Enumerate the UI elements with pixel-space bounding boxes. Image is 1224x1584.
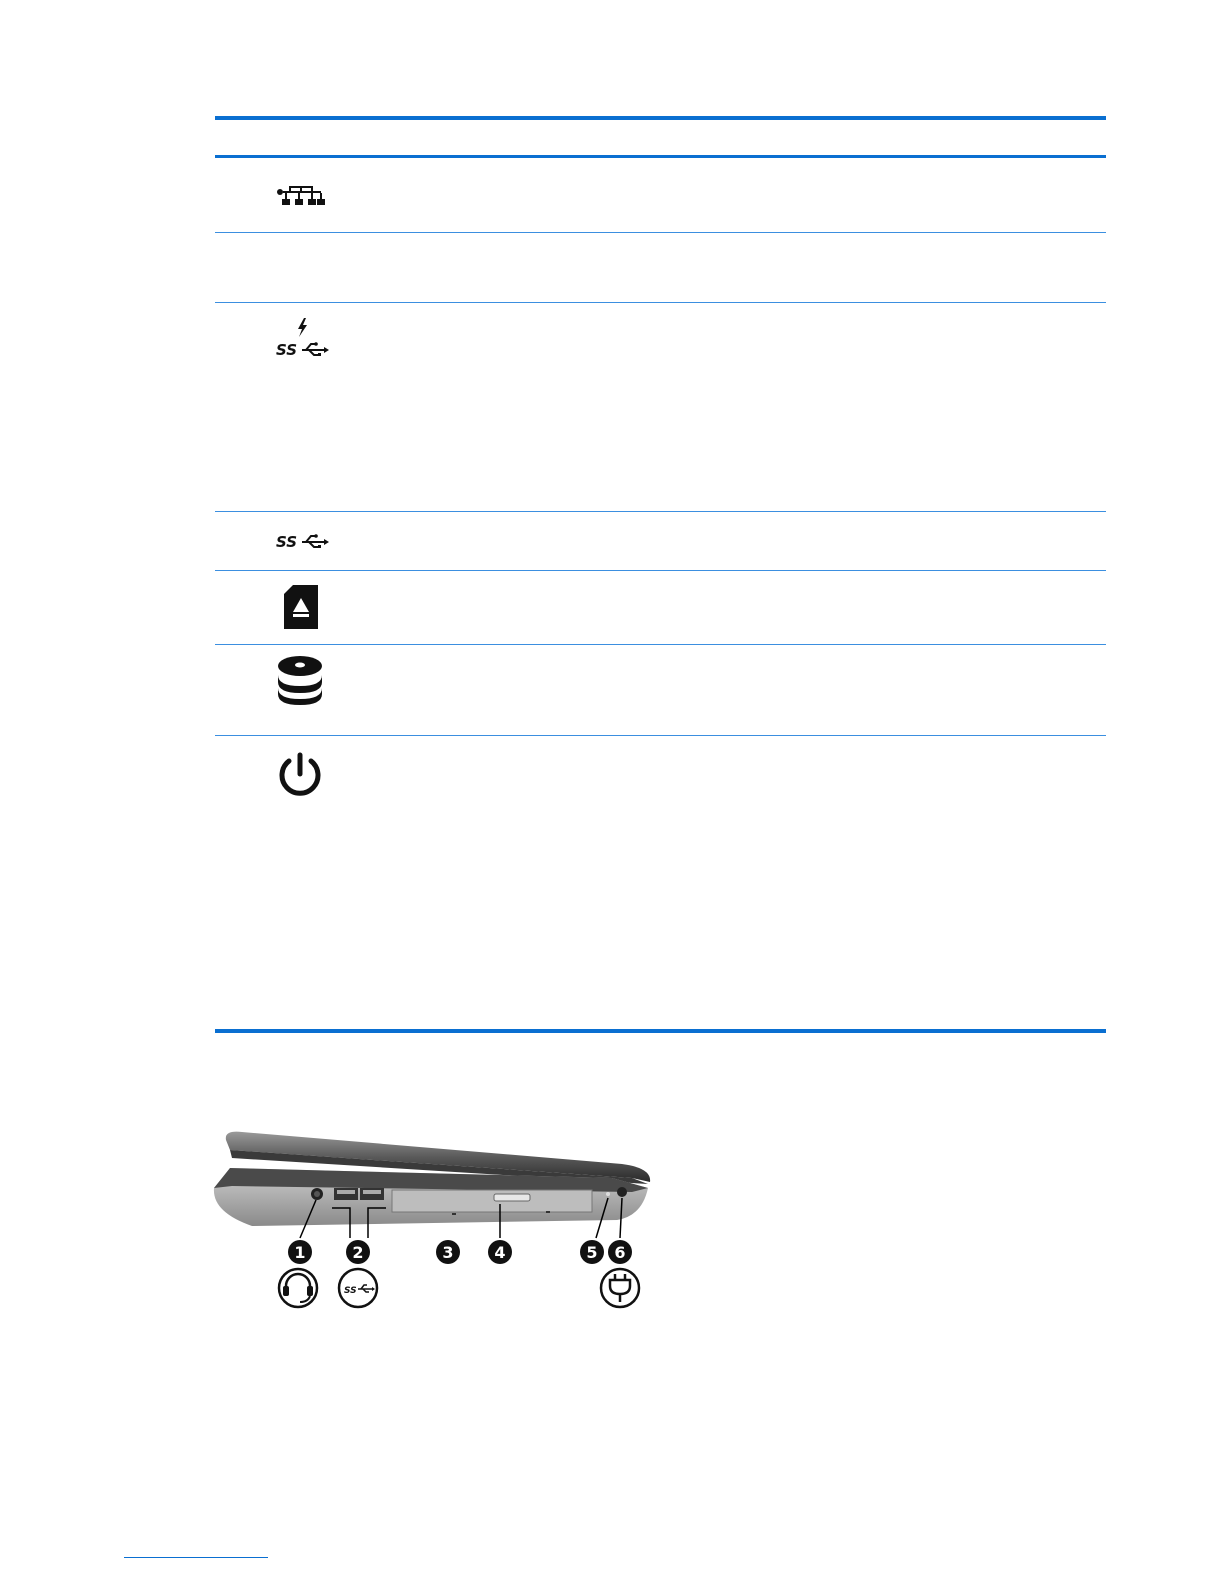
row-divider [215, 302, 1106, 303]
row-divider [215, 232, 1106, 233]
row-divider [215, 735, 1106, 736]
headset-icon [279, 1269, 317, 1307]
callout-5 [580, 1240, 604, 1264]
callout-1 [288, 1240, 312, 1264]
svg-text:1: 1 [294, 1243, 306, 1262]
callout-2 [346, 1240, 370, 1264]
svg-text:2: 2 [352, 1243, 364, 1262]
svg-text:SS: SS [276, 533, 298, 551]
laptop-illustration [212, 1128, 662, 1313]
svg-text:4: 4 [494, 1243, 506, 1262]
svg-text:5: 5 [586, 1243, 598, 1262]
usb-3-port-icon [276, 530, 330, 552]
memory-card-reader-icon [283, 585, 319, 629]
table-header-rule [215, 155, 1106, 158]
power-light-icon [275, 752, 325, 796]
network-jack-icon [276, 185, 326, 207]
svg-text:SS: SS [276, 341, 298, 359]
laptop-right-side-figure [212, 1128, 662, 1318]
table-bottom-rule [215, 1029, 1106, 1033]
svg-text:6: 6 [614, 1243, 626, 1262]
row-divider [215, 511, 1106, 512]
table-top-rule [215, 116, 1106, 120]
footer-rule [124, 1557, 268, 1558]
usb-3-port-icon [339, 1269, 377, 1307]
row-divider [215, 570, 1106, 571]
callout-4 [488, 1240, 512, 1264]
svg-text:SS: SS [344, 1286, 357, 1296]
svg-text:3: 3 [442, 1243, 454, 1262]
drive-light-icon [277, 655, 323, 705]
power-connector-icon [601, 1269, 639, 1307]
callout-3 [436, 1240, 460, 1264]
callout-6 [608, 1240, 632, 1264]
row-divider [215, 644, 1106, 645]
usb-charging-port-icon [276, 317, 330, 359]
